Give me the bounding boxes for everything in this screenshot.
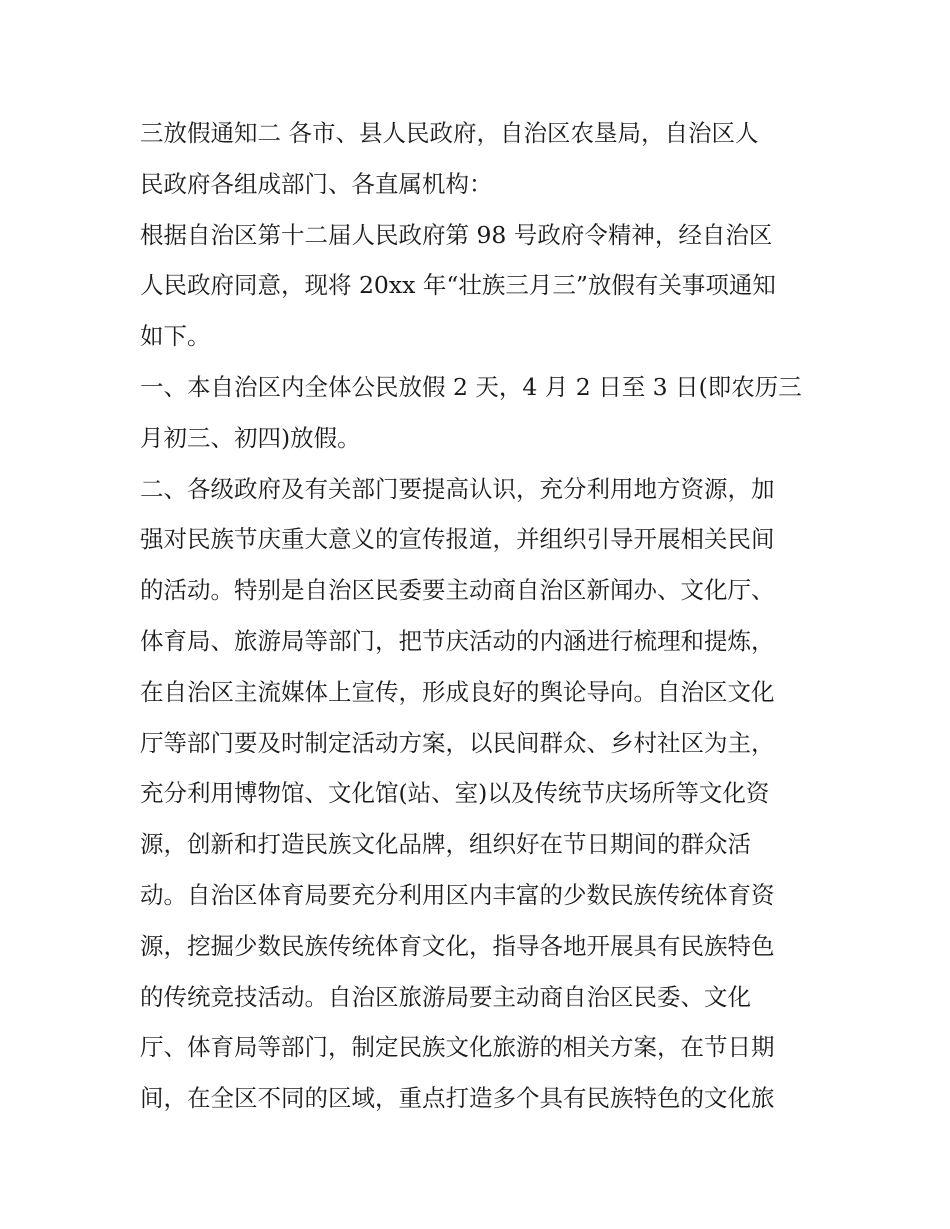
text-line: 充分利用博物馆、文化馆(站、室)以及传统节庆场所等文化资 — [140, 779, 770, 808]
text-line: 的活动。特别是自治区民委要主动商自治区新闻办、文化厅、 — [140, 576, 775, 605]
text-line: 民政府各组成部门、各直属机构： — [140, 169, 493, 198]
document-body — [140, 108, 820, 1124]
text-line: 三放假通知二 各市、县人民政府，自治区农垦局，自治区人 — [140, 119, 759, 147]
text-line: 动。自治区体育局要充分利用区内丰富的少数民族传统体育资 — [140, 880, 775, 909]
text-line: 强对民族节庆重大意义的宣传报道，并组织引导开展相关民间 — [140, 525, 775, 554]
text-line: 在自治区主流媒体上宣传，形成良好的舆论导向。自治区文化 — [140, 677, 775, 706]
text-line: 源，挖掘少数民族传统体育文化，指导各地开展具有民族特色 — [140, 931, 775, 960]
text-line: 间，在全区不同的区域，重点打造多个具有民族特色的文化旅 — [140, 1084, 775, 1113]
text-line: 二、各级政府及有关部门要提高认识，充分利用地方资源，加 — [140, 474, 775, 503]
text-line: 如下。 — [140, 322, 211, 351]
text-line: 的传统竞技活动。自治区旅游局要主动商自治区民委、文化 — [140, 982, 751, 1011]
text-line: 厅、体育局等部门，制定民族文化旅游的相关方案，在节日期 — [140, 1033, 775, 1062]
text-line: 厅等部门要及时制定活动方案，以民间群众、乡村社区为主， — [140, 728, 775, 757]
text-line: 月初三、初四)放假。 — [140, 423, 361, 452]
text-line: 体育局、旅游局等部门，把节庆活动的内涵进行梳理和提炼， — [140, 626, 775, 655]
text-line: 源，创新和打造民族文化品牌，组织好在节日期间的群众活 — [140, 830, 751, 859]
text-line: 人民政府同意，现将 20xx 年“壮族三月三”放假有关事项通知 — [140, 271, 776, 300]
text-line: 一、本自治区内全体公民放假 2 天，4 月 2 日至 3 日(即农历三 — [140, 372, 802, 401]
text-line: 根据自治区第十二届人民政府第 98 号政府令精神，经自治区 — [140, 220, 773, 249]
